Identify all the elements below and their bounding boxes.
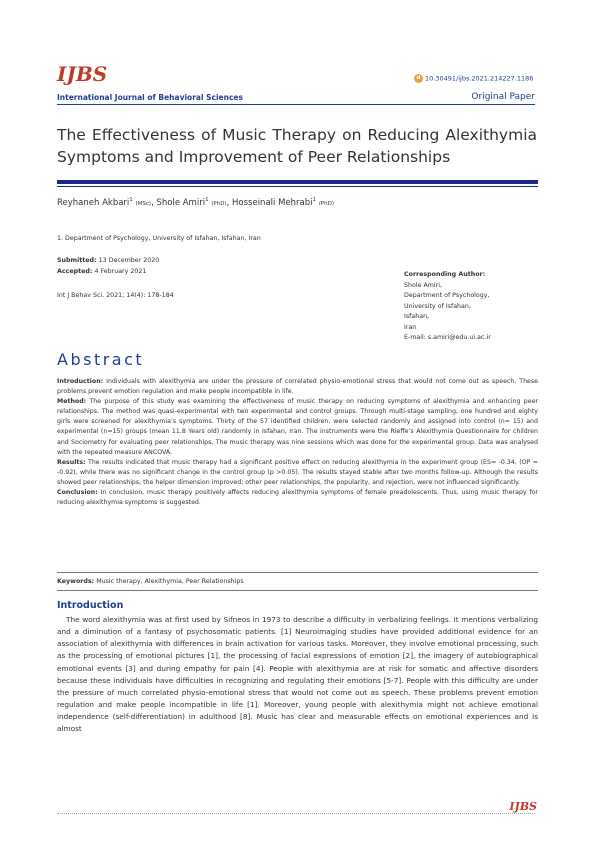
corresponding-line: Iran <box>404 323 417 331</box>
abstract-body <box>57 377 538 508</box>
abstract-conclusion <box>57 488 538 508</box>
footer-divider <box>57 813 535 814</box>
journal-name: International Journal of Behavioral Sciences <box>57 93 243 102</box>
abstract-results <box>57 458 538 488</box>
abstract-label: Results: <box>57 458 86 466</box>
title-bar-thick <box>57 180 538 184</box>
abstract-text: Individuals with alexithymia are under the pressure of correlated physio-emotional stress that would not come out as speech. These problems prevent emotion regulation and make people incompatible in life. <box>57 378 538 396</box>
abstract-text: The purpose of this study was examining the effectiveness of music therapy on reducing symptoms of alexithymia and enhancing peer relationships. The method was quasi-experimental with two experimental and control groups. Through multi-stage sampling, one hundred and eighty girls were screened for alexithymia’s symptoms. Thirty of the 57 identified children, were selected randomly and assigned into control (n= 15) and experimental (n=15) groups (mean 11.8 Years old) randomly in Isfahan, Iran. The instruments were the Rieffe’s Alexithymia Questionnaire for children and Sociometry for evaluating peer relationships. The music therapy was nine sessions which was done for the experimental group. Data was analysed with the repeated measure ANCOVA. <box>57 398 538 456</box>
author-list: Reyhaneh Akbari$^1$ (MSc), Shole Amiri$^1$ (PhD), Hosseinali Mehrabi$^1$ (PhD) <box>57 197 335 208</box>
abstract-text: The results indicated that music therapy had a significant positive effect on reducing alexithymia in the experiment group (ES= -0.34, (OP = -0.92), while there was no significant change in the control group (p >0.05). The results stayed stable after two months follow-up. Although the results showed peer relationships, the helper dimension improved; other peer relationships, the popularity, and rejection, were not influenced significantly. <box>57 458 538 486</box>
keywords <box>57 578 244 585</box>
keywords-label: Keywords: <box>57 578 95 585</box>
author-affil-sup: 1 <box>312 197 316 203</box>
introduction-heading: Introduction <box>57 600 124 611</box>
corresponding-email[interactable]: E-mail: s.amiri@edu.ui.ac.ir <box>404 334 491 341</box>
abstract-label: Conclusion: <box>57 489 98 497</box>
corresponding-line: Shole Amiri, <box>404 281 442 289</box>
doi-link[interactable] <box>414 74 533 83</box>
abstract-heading: Abstract <box>57 350 145 369</box>
author-name: Shole Amiri <box>156 197 206 208</box>
abstract-method <box>57 397 538 458</box>
doi-icon: d <box>414 74 423 83</box>
abstract-text: In conclusion, music therapy positively affects reducing alexithymia symptoms of female preadolescents. Thus, using music therapy for reducing alexithymia symptoms is suggested. <box>57 489 538 507</box>
article-title: The Effectiveness of Music Therapy on Reducing Alexithymia Symptoms and Improvement of Peer Relationships <box>57 126 537 166</box>
footer-logo: IJBS <box>509 800 537 813</box>
accepted-label: Accepted: <box>57 268 93 275</box>
accepted-date <box>57 268 146 275</box>
corresponding-line: Isfahan, <box>404 313 430 320</box>
author-name: Hosseinali Mehrabi <box>232 197 313 208</box>
abstract-label: Introduction: <box>57 378 104 385</box>
author-affil-sup: 1 <box>129 197 133 203</box>
author-affil-sup: 1 <box>205 197 209 203</box>
affiliation: 1. Department of Psychology, University of Isfahan, Isfahan, Iran <box>57 235 261 242</box>
submitted-value: 13 December 2020 <box>98 257 160 264</box>
keywords-text: Music therapy, Alexithymia, Peer Relationships <box>96 578 244 585</box>
corresponding-author <box>404 270 544 344</box>
author-degree: (PhD) <box>211 200 227 207</box>
accepted-value: 4 February 2021 <box>94 268 147 275</box>
title-bar-thin <box>57 186 538 188</box>
author-degree: (MSc) <box>135 200 152 207</box>
abstract-label: Method: <box>57 398 87 406</box>
submitted-date <box>57 257 159 264</box>
doi-text: 10.30491/ijbs.2021.214227.1186 <box>425 74 534 83</box>
author-name: Reyhaneh Akbari <box>57 197 130 208</box>
submitted-label: Submitted: <box>57 257 97 264</box>
corresponding-line: University of Isfahan, <box>404 302 471 310</box>
paper-type: Original Paper <box>471 92 535 102</box>
journal-logo: IJBS <box>57 62 108 86</box>
corresponding-heading: Corresponding Author: <box>404 271 486 278</box>
author-degree: (PhD) <box>318 200 335 207</box>
corresponding-line: Department of Psychology, <box>404 292 490 299</box>
keywords-divider-bottom <box>57 590 538 591</box>
header-divider <box>57 104 535 105</box>
keywords-divider-top <box>57 572 538 573</box>
introduction-body: The word alexithymia was at first used by Sifneos in 1973 to describe a difficulty in verbalizing feelings. It mentions verbalizing and a diminution of a fantasy of psychosomatic patients. [1] Neuroimaging studies have provided additional evidence for an association of alexithymia with differences in brain activation for various tasks. Moreover, they involve emotional processing, such as the processing of emotional pictures [1], the processing of facial expressions of emotion [2], the imagery of autobiographical emotional events [3] and during empathy for pain [4]. People with alexithymia are at risk for somatic and affective disorders because these individuals have difficulties in recognizing and regulating their emotions [5-7]. People with this difficulty are under the pressure of much correlated physio-emotional stress that would not come out as speech. These problems prevent emotion regulation and make people incompatible in life [1]. Moreover, young people with alexithymia might not achieve emotional independence (self-differentiation) in adulthood [8]. Music has clear and measurable effects on emotional experiences and is almost <box>57 615 538 734</box>
citation: Int J Behav Sci. 2021; 14(4): 178-184 <box>57 292 174 299</box>
abstract-introduction <box>57 377 538 397</box>
